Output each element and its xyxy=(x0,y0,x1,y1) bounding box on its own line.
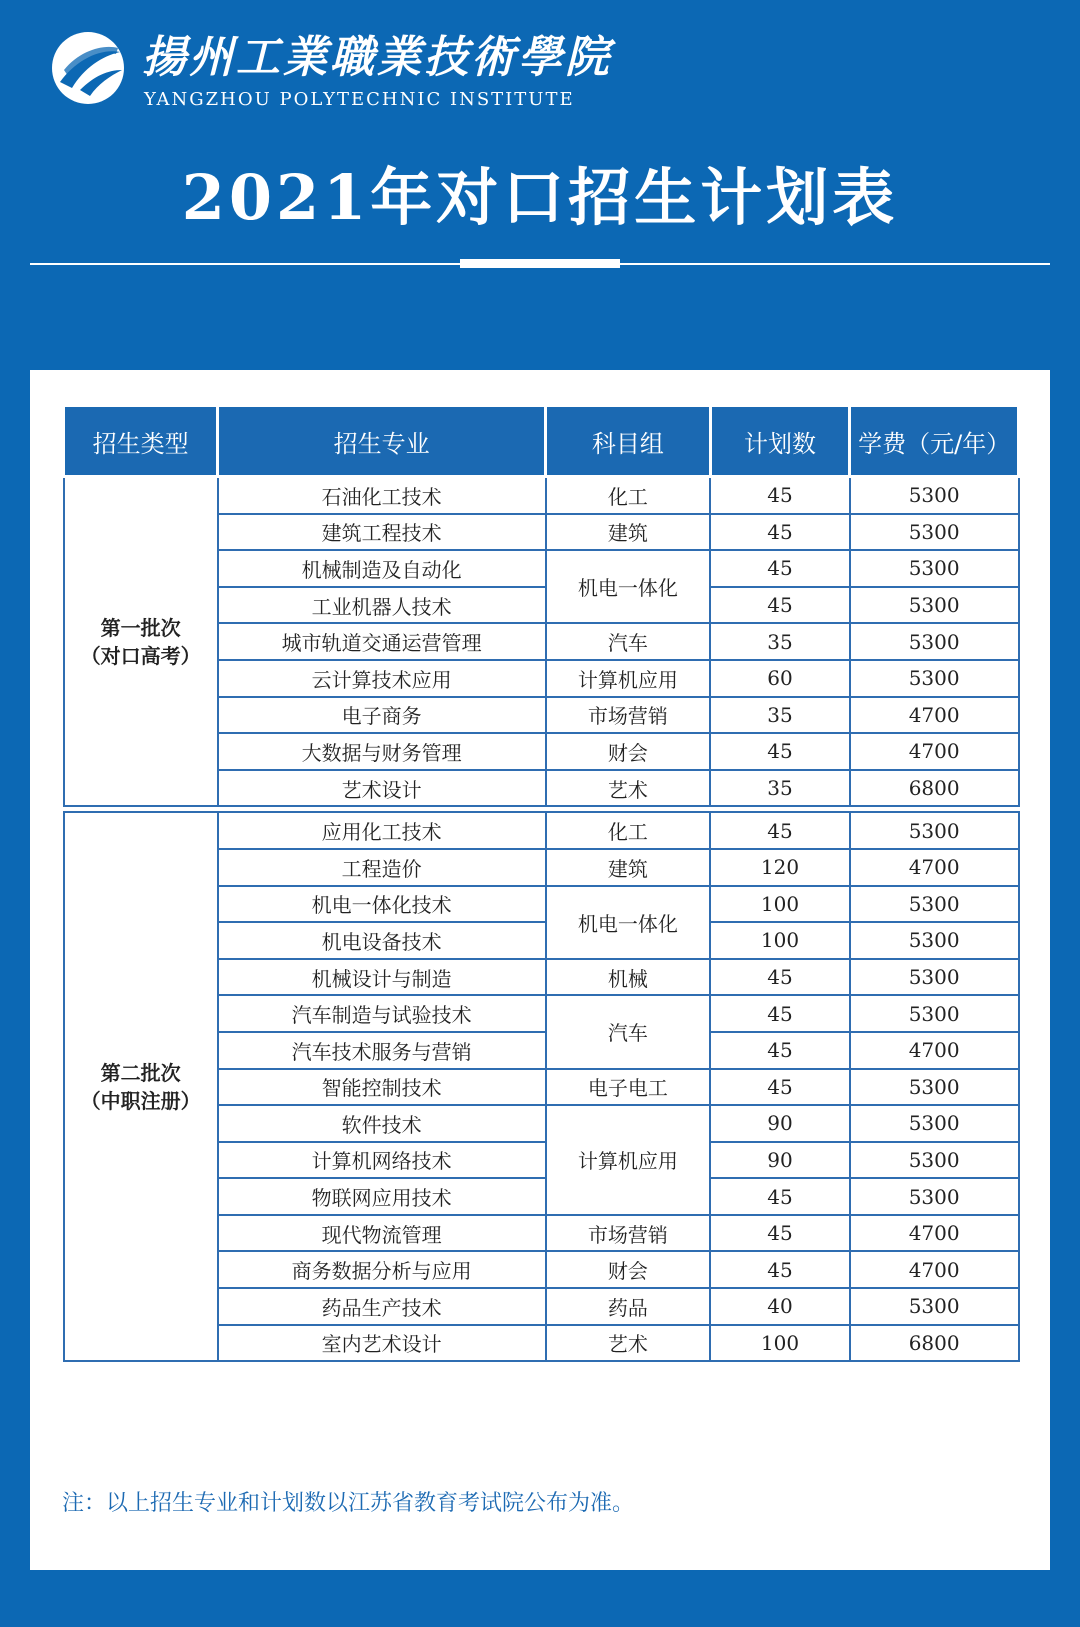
subject-group-cell: 计算机应用 xyxy=(546,660,711,697)
plan-count-cell: 45 xyxy=(710,477,850,514)
tuition-cell: 5300 xyxy=(850,1069,1019,1106)
batch-subtitle: （对口高考） xyxy=(80,643,201,668)
plan-count-cell: 100 xyxy=(710,886,850,923)
major-cell: 大数据与财务管理 xyxy=(218,733,546,770)
plan-count-cell: 100 xyxy=(710,922,850,959)
subject-group-cell: 汽车 xyxy=(546,995,711,1068)
column-header-type: 招生类型 xyxy=(64,406,218,477)
footnote: 注：以上招生专业和计划数以江苏省教育考试院公布为准。 xyxy=(62,1491,635,1516)
tuition-cell: 4700 xyxy=(850,849,1019,886)
tuition-cell: 4700 xyxy=(850,1032,1019,1069)
tuition-cell: 5300 xyxy=(850,660,1019,697)
table-header-row xyxy=(64,406,1019,477)
plan-count-cell: 35 xyxy=(710,623,850,660)
major-cell: 智能控制技术 xyxy=(218,1069,546,1106)
major-cell: 工程造价 xyxy=(218,849,546,886)
major-cell: 云计算技术应用 xyxy=(218,660,546,697)
major-cell: 城市轨道交通运营管理 xyxy=(218,623,546,660)
tuition-cell: 5300 xyxy=(850,1142,1019,1179)
major-cell: 药品生产技术 xyxy=(218,1288,546,1325)
plan-count-cell: 45 xyxy=(710,959,850,996)
plan-count-cell: 60 xyxy=(710,660,850,697)
table-row xyxy=(64,477,1019,514)
batch-name: 第二批次 xyxy=(100,1060,181,1085)
tuition-cell: 6800 xyxy=(850,1325,1019,1362)
plan-count-cell: 90 xyxy=(710,1105,850,1142)
major-cell: 应用化工技术 xyxy=(218,812,546,849)
tuition-cell: 5300 xyxy=(850,1178,1019,1215)
plan-count-cell: 45 xyxy=(710,1178,850,1215)
tuition-cell: 4700 xyxy=(850,733,1019,770)
subject-group-cell: 财会 xyxy=(546,1251,711,1288)
subject-group-cell: 市场营销 xyxy=(546,697,711,734)
plan-count-cell: 45 xyxy=(710,1069,850,1106)
tuition-cell: 5300 xyxy=(850,623,1019,660)
batch-name: 第一批次 xyxy=(100,615,181,640)
tuition-cell: 5300 xyxy=(850,1288,1019,1325)
major-cell: 石油化工技术 xyxy=(218,477,546,514)
plan-count-cell: 90 xyxy=(710,1142,850,1179)
major-cell: 汽车技术服务与营销 xyxy=(218,1032,546,1069)
major-cell: 机械设计与制造 xyxy=(218,959,546,996)
subject-group-cell: 财会 xyxy=(546,733,711,770)
tuition-cell: 5300 xyxy=(850,812,1019,849)
plan-count-cell: 35 xyxy=(710,697,850,734)
major-cell: 机械制造及自动化 xyxy=(218,550,546,587)
major-cell: 室内艺术设计 xyxy=(218,1325,546,1362)
plan-count-cell: 45 xyxy=(710,1215,850,1252)
subject-group-cell: 机电一体化 xyxy=(546,886,711,959)
plan-count-cell: 45 xyxy=(710,514,850,551)
tuition-cell: 4700 xyxy=(850,1251,1019,1288)
school-name-chinese: 揚州工業職業技術學院 xyxy=(142,32,612,83)
page-title: 2021年对口招生计划表 xyxy=(181,161,899,234)
tuition-cell: 5300 xyxy=(850,959,1019,996)
subject-group-cell: 计算机应用 xyxy=(546,1105,711,1215)
plan-count-cell: 35 xyxy=(710,770,850,807)
enrollment-plan-table xyxy=(62,404,1020,1362)
tuition-cell: 5300 xyxy=(850,514,1019,551)
major-cell: 计算机网络技术 xyxy=(218,1142,546,1179)
tuition-cell: 5300 xyxy=(850,922,1019,959)
plan-count-cell: 45 xyxy=(710,995,850,1032)
subject-group-cell: 机械 xyxy=(546,959,711,996)
subject-group-cell: 市场营销 xyxy=(546,1215,711,1252)
header xyxy=(0,0,1080,370)
column-header-subject-group: 科目组 xyxy=(546,406,711,477)
tuition-cell: 5300 xyxy=(850,995,1019,1032)
column-header-tuition: 学费（元/年） xyxy=(850,406,1019,477)
school-name-english: YANGZHOU POLYTECHNIC INSTITUTE xyxy=(144,89,575,110)
tuition-cell: 5300 xyxy=(850,886,1019,923)
plan-count-cell: 45 xyxy=(710,1251,850,1288)
plan-count-cell: 100 xyxy=(710,1325,850,1362)
tuition-cell: 5300 xyxy=(850,550,1019,587)
subject-group-cell: 汽车 xyxy=(546,623,711,660)
plan-count-cell: 45 xyxy=(710,733,850,770)
subject-group-cell: 艺术 xyxy=(546,770,711,807)
major-cell: 机电设备技术 xyxy=(218,922,546,959)
batch-name-cell xyxy=(64,812,218,1361)
title-divider-accent xyxy=(460,259,620,268)
major-cell: 现代物流管理 xyxy=(218,1215,546,1252)
major-cell: 软件技术 xyxy=(218,1105,546,1142)
subject-group-cell: 建筑 xyxy=(546,849,711,886)
tuition-cell: 4700 xyxy=(850,1215,1019,1252)
subject-group-cell: 化工 xyxy=(546,812,711,849)
subject-group-cell: 电子电工 xyxy=(546,1069,711,1106)
major-cell: 机电一体化技术 xyxy=(218,886,546,923)
plan-count-cell: 45 xyxy=(710,1032,850,1069)
plan-count-cell: 45 xyxy=(710,812,850,849)
major-cell: 商务数据分析与应用 xyxy=(218,1251,546,1288)
major-cell: 汽车制造与试验技术 xyxy=(218,995,546,1032)
subject-group-cell: 艺术 xyxy=(546,1325,711,1362)
tuition-cell: 5300 xyxy=(850,1105,1019,1142)
major-cell: 电子商务 xyxy=(218,697,546,734)
plan-count-cell: 45 xyxy=(710,550,850,587)
column-header-major: 招生专业 xyxy=(218,406,546,477)
column-header-plan-count: 计划数 xyxy=(710,406,850,477)
major-cell: 工业机器人技术 xyxy=(218,587,546,624)
major-cell: 艺术设计 xyxy=(218,770,546,807)
tuition-cell: 5300 xyxy=(850,477,1019,514)
subject-group-cell: 化工 xyxy=(546,477,711,514)
plan-count-cell: 120 xyxy=(710,849,850,886)
school-logo-icon xyxy=(50,30,126,106)
plan-count-cell: 45 xyxy=(710,587,850,624)
tuition-cell: 5300 xyxy=(850,587,1019,624)
plan-count-cell: 40 xyxy=(710,1288,850,1325)
tuition-cell: 4700 xyxy=(850,697,1019,734)
subject-group-cell: 建筑 xyxy=(546,514,711,551)
batch-subtitle: （中职注册） xyxy=(80,1088,201,1113)
batch-name-cell xyxy=(64,477,218,807)
table-row xyxy=(64,812,1019,849)
subject-group-cell: 机电一体化 xyxy=(546,550,711,623)
tuition-cell: 6800 xyxy=(850,770,1019,807)
major-cell: 物联网应用技术 xyxy=(218,1178,546,1215)
subject-group-cell: 药品 xyxy=(546,1288,711,1325)
major-cell: 建筑工程技术 xyxy=(218,514,546,551)
